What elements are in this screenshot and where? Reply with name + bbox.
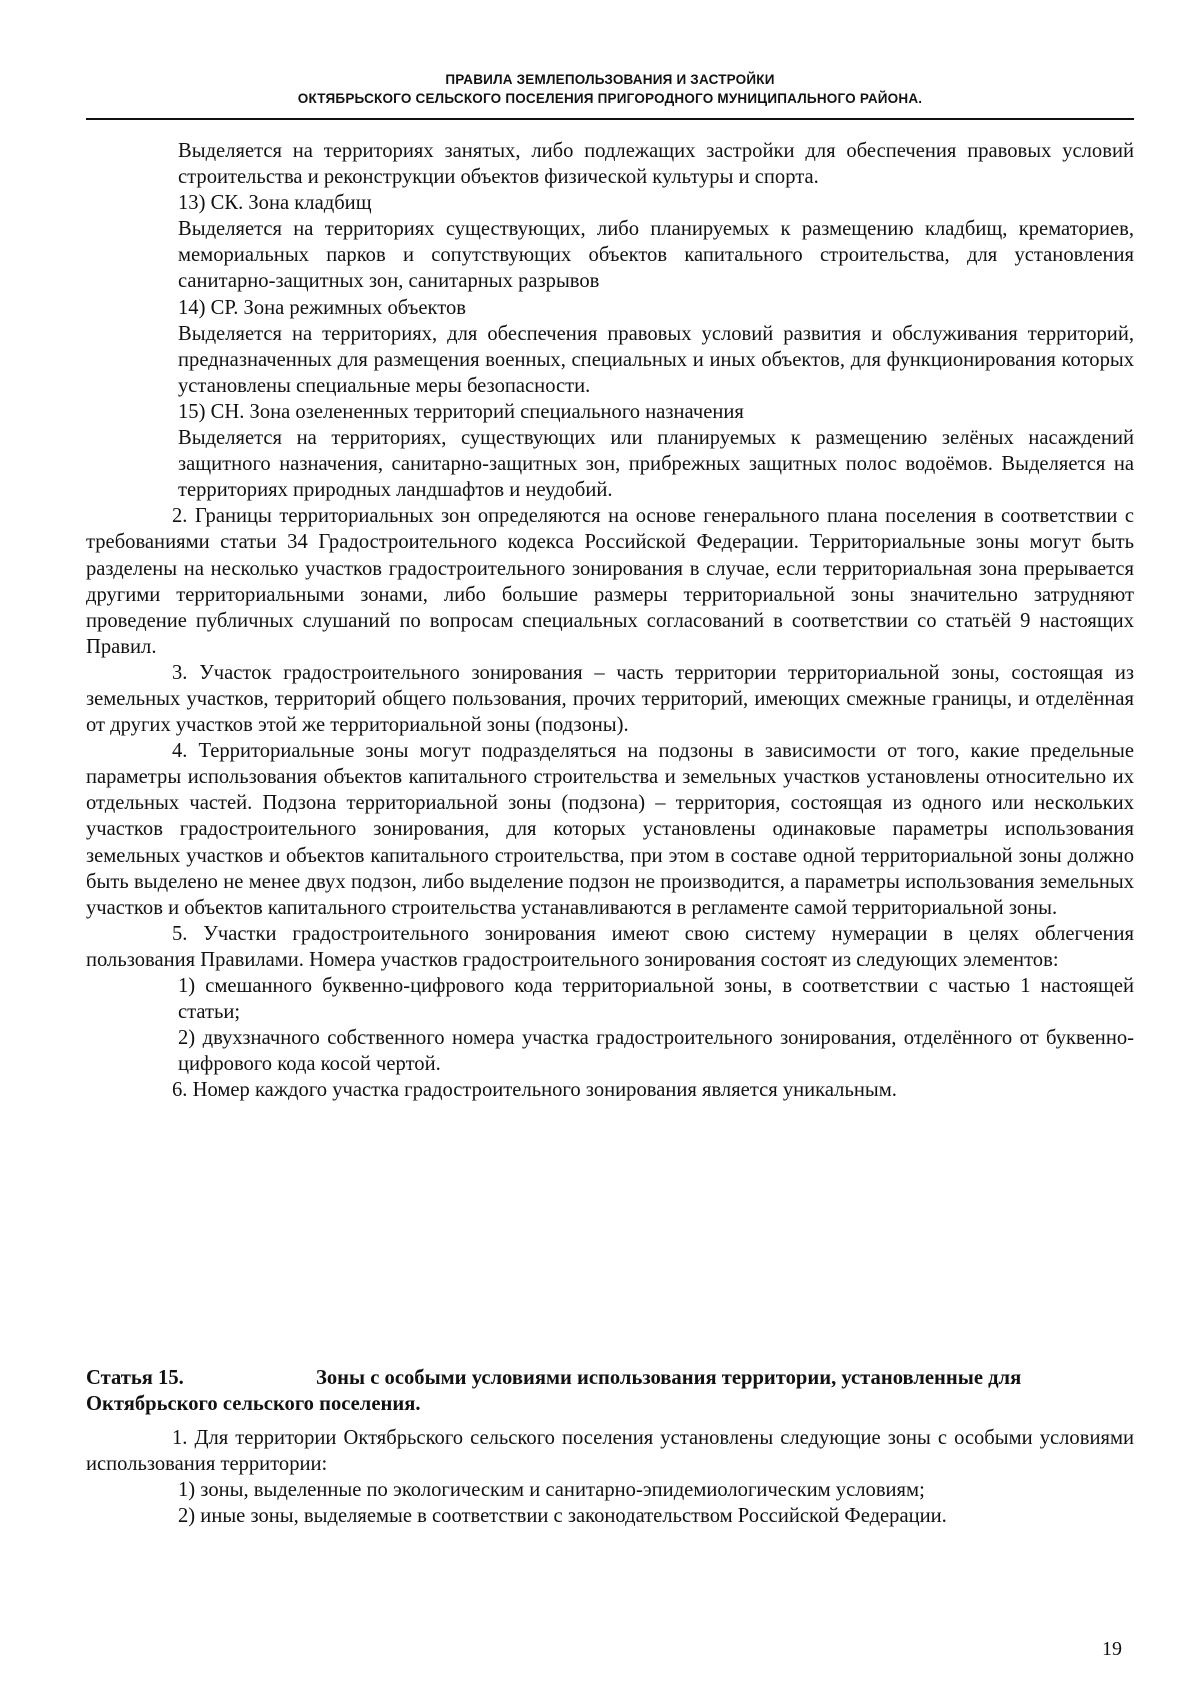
- zone-13-description: Выделяется на территориях существующих, либо планируемых к размещению кладбищ, крематориев, мемориальных парков и сопутствующих объектов капитального строительства, для установления санитарно-защитных зон, санитарных разрывов: [178, 218, 1134, 293]
- running-header: [86, 70, 1134, 108]
- article-15: [86, 1365, 1134, 1530]
- paragraph-2: 2. Границы территориальных зон определяются на основе генерального плана поселения в соответствии с требованиями статьи 34 Градостроительного кодекса Российской Федерации. Территориальные зоны могут быть разделены на несколько участков градостроительного зонирования в случае, если территориальная зона прерывается другими территориальными зонами, либо большие размеры территориальной зоны значительно затрудняют проведение публичных слушаний по вопросам специальных согласований в соответствии со статьёй 9 настоящих Правил.: [86, 505, 1134, 658]
- article-title: Зоны с особыми условиями использования территории, установленные для Октябрьского сельского поселения.: [86, 1367, 1022, 1416]
- paragraph-6: 6. Номер каждого участка градостроительного зонирования является уникальным.: [172, 1079, 897, 1102]
- paragraph-5: 5. Участки градостроительного зонирования имеют свою систему нумерации в целях облегчения пользования Правилами. Номера участков градостроительного зонирования состоят из следующих элементов:: [86, 922, 1134, 971]
- zone-14-description: Выделяется на территориях, для обеспечения правовых условий развития и обслуживания территорий, предназначенных для размещения военных, специальных и иных объектов, для функционирования которых установлены специальные меры безопасности.: [178, 322, 1134, 397]
- zone-14-title: 14) СР. Зона режимных объектов: [178, 296, 466, 319]
- header-rule: [86, 118, 1134, 120]
- paragraph-5-item-2: 2) двухзначного собственного номера участка градостроительного зонирования, отделённого от буквенно-цифрового кода косой чертой.: [178, 1027, 1134, 1076]
- page-number: 19: [1102, 1638, 1122, 1660]
- header-line-1: ПРАВИЛА ЗЕМЛЕПОЛЬЗОВАНИЯ И ЗАСТРОЙКИ: [445, 72, 775, 87]
- article-paragraph-1: 1. Для территории Октябрьского сельского поселения установлены следующие зоны с особыми условиями использования территории:: [86, 1427, 1134, 1476]
- article-heading: [86, 1365, 1134, 1417]
- paragraph-3: 3. Участок градостроительного зонирования – часть территории территориальной зоны, состоящая из земельных участков, территорий общего пользования, прочих территорий, имеющих смежные границы, и отделённая от других участков этой же территориальной зоны (подзоны).: [86, 661, 1134, 737]
- paragraph-4: 4. Территориальные зоны могут подразделяться на подзоны в зависимости от того, какие предельные параметры использования объектов капитального строительства и земельных участков установлены относительно их отдельных частей. Подзона территориальной зоны (подзона) – территория, состоящая из одного или нескольких участков градостроительного зонирования, для которых установлены одинаковые параметры использования земельных участков и объектов капитального строительства, при этом в составе одной территориальной зоны должно быть выделено не менее двух подзон, либо выделение подзон не производится, а параметры использования земельных участков и объектов капитального строительства устанавливаются в регламенте самой территориальной зоны.: [86, 740, 1134, 919]
- article-item-1: 1) зоны, выделенные по экологическим и санитарно-эпидемиологическим условиям;: [178, 1479, 925, 1502]
- article-number: Статья 15.: [86, 1367, 184, 1389]
- header-line-2: ОКТЯБРЬСКОГО СЕЛЬСКОГО ПОСЕЛЕНИЯ ПРИГОРОДНОГО МУНИЦИПАЛЬНОГО РАЙОНА.: [297, 91, 923, 106]
- zone-12-description: Выделяется на территориях занятых, либо подлежащих застройки для обеспечения правовых условий строительства и реконструкции объектов физической культуры и спорта.: [178, 140, 1134, 189]
- document-body: [86, 138, 1134, 1103]
- article-item-2: 2) иные зоны, выделяемые в соответствии с законодательством Российской Федерации.: [178, 1505, 947, 1528]
- zone-15-title: 15) СН. Зона озелененных территорий специального назначения: [178, 400, 744, 423]
- zone-15-description: Выделяется на территориях, существующих или планируемых к размещению зелёных насаждений защитного назначения, санитарно-защитных зон, прибрежных защитных полос водоёмов. Выделяется на территориях природных ландшафтов и неудобий.: [178, 427, 1134, 502]
- paragraph-5-item-1: 1) смешанного буквенно-цифрового кода территориальной зоны, в соответствии с частью 1 настоящей статьи;: [178, 975, 1134, 1024]
- zone-13-title: 13) СК. Зона кладбищ: [178, 192, 372, 215]
